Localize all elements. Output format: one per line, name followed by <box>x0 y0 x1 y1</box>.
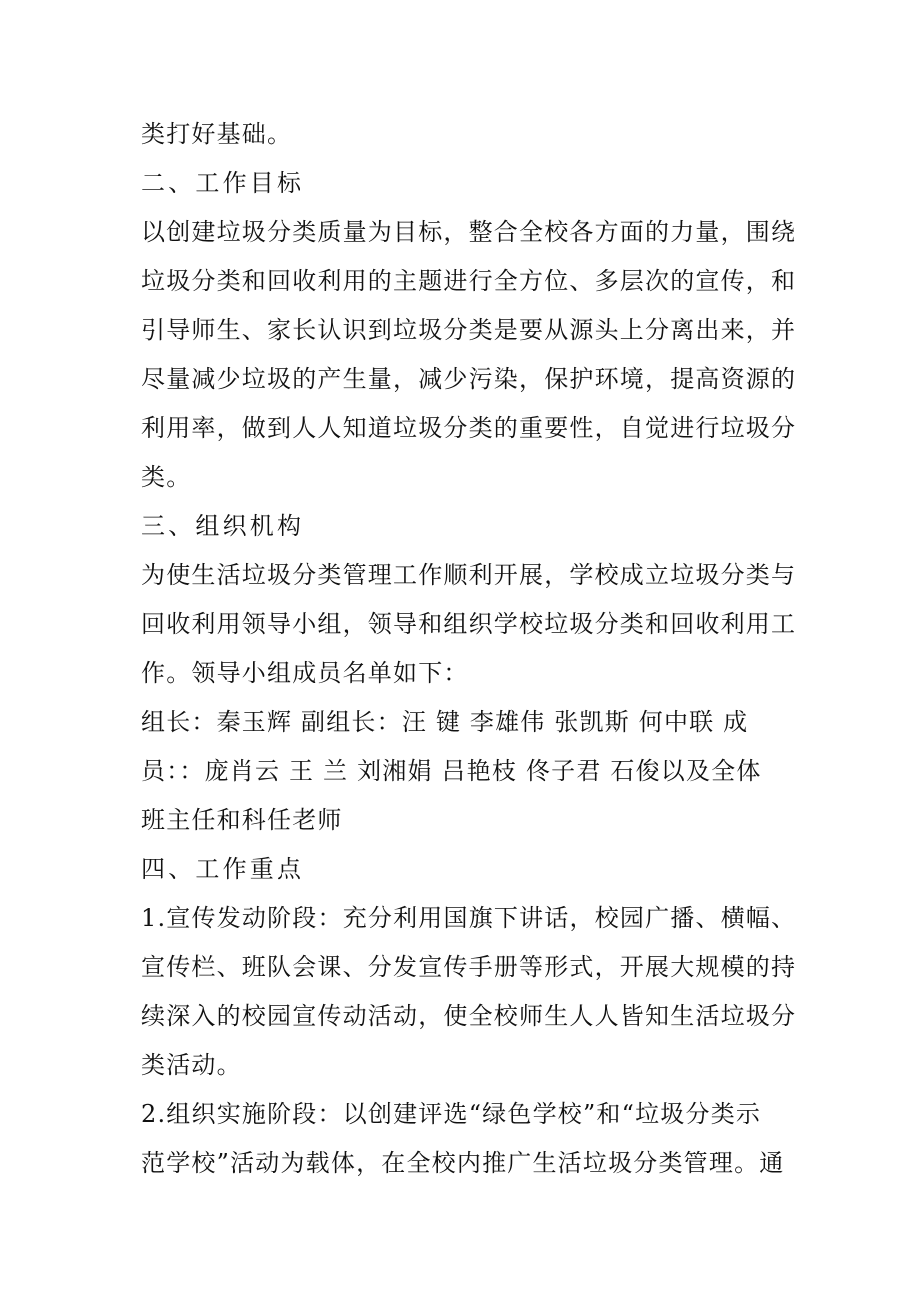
text-line: 以创建垃圾分类质量为目标，整合全校各方面的力量，围绕 <box>141 218 797 246</box>
text-line: 为使生活垃圾分类管理工作顺利开展，学校成立垃圾分类与 <box>141 561 797 589</box>
section-heading: 二、工作目标 <box>141 169 305 197</box>
text-line: 类活动。 <box>141 1051 242 1079</box>
text-line: 1.宣传发动阶段：充分利用国旗下讲话，校园广播、横幅、 <box>141 904 797 932</box>
text-line: 宣传栏、班队会课、分发宣传手册等形式，开展大规模的持 <box>141 953 797 981</box>
text-line: 作。领导小组成员名单如下： <box>141 659 469 687</box>
text-line: 2.组织实施阶段：以创建评选“绿色学校”和“垃圾分类示 <box>141 1100 762 1128</box>
text-line: 班主任和科任老师 <box>141 806 343 834</box>
section-heading: 三、组织机构 <box>141 512 305 540</box>
text-line: 尽量减少垃圾的产生量，减少污染，保护环境，提高资源的 <box>141 365 797 393</box>
text-line: 利用率，做到人人知道垃圾分类的重要性，自觉进行垃圾分 <box>141 414 797 442</box>
text-line: 续深入的校园宣传动活动，使全校师生人人皆知生活垃圾分 <box>141 1002 797 1030</box>
text-line: 回收利用领导小组，领导和组织学校垃圾分类和回收利用工 <box>141 610 797 638</box>
text-line: 类。 <box>141 463 192 491</box>
text-line: 垃圾分类和回收利用的主题进行全方位、多层次的宣传，和 <box>141 267 797 295</box>
text-line: 范学校”活动为载体，在全校内推广生活垃圾分类管理。通 <box>141 1149 785 1177</box>
text-line: 类打好基础。 <box>141 120 293 148</box>
text-line: 组长：秦玉辉 副组长：汪 键 李雄伟 张凯斯 何中联 成 <box>141 708 749 736</box>
text-line: 引导师生、家长认识到垃圾分类是要从源头上分离出来，并 <box>141 316 797 344</box>
section-heading: 四、工作重点 <box>141 855 305 883</box>
text-line: 员：：庞肖云 王 兰 刘湘娟 吕艳枝 佟子君 石俊以及全体 <box>141 757 762 785</box>
